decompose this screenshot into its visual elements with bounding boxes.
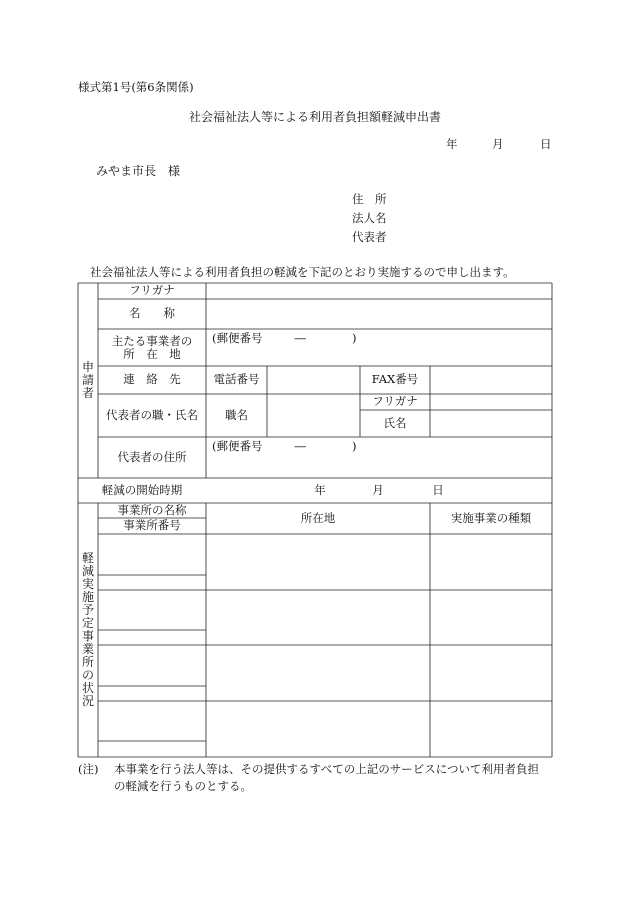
name-label: 名 称	[129, 306, 175, 321]
start-year-label: 年	[314, 482, 326, 497]
postal-close: )	[352, 331, 357, 346]
facility-group-char-3: 実	[81, 577, 94, 592]
job-title-label: 職名	[225, 407, 248, 422]
note-line-1: 本事業を行う法人等は、その提供するすべての上記のサービスについて利用者負担	[114, 762, 540, 776]
facility-group-char-6: 定	[81, 616, 94, 631]
applicant-group-label	[78, 283, 98, 478]
applicant-group-char-1: 申	[81, 360, 94, 375]
facility-group-char-9: 所	[81, 654, 94, 669]
main-office-postal	[212, 332, 357, 346]
postal-open-label: (郵便番号	[212, 439, 263, 454]
date-month-label: 月	[492, 137, 504, 151]
main-office-label-line1: 主たる事業者の	[111, 334, 193, 349]
facility-group-char-1: 軽	[81, 551, 94, 566]
fax-label: FAX番号	[371, 372, 419, 387]
facility-group-char-2: 減	[81, 564, 94, 579]
phone-label: 電話番号	[213, 372, 260, 387]
facility-group-char-12: 況	[81, 693, 94, 708]
furigana-label: フリガナ	[129, 283, 175, 298]
rep-furigana-label: フリガナ	[372, 394, 418, 409]
facility-group-char-8: 業	[81, 641, 94, 656]
applicant-corp-name-label: 法人名	[352, 211, 387, 225]
facility-group-char-10: の	[81, 667, 94, 682]
form-number: 様式第1号(第6条関係)	[78, 80, 194, 94]
document-title: 社会福祉法人等による利用者負担額軽減申出書	[188, 110, 441, 124]
addressee: みやま市長 様	[96, 164, 181, 178]
applicant-group-char-2: 請	[81, 373, 94, 388]
date-year-label: 年	[446, 137, 458, 151]
date-day-label: 日	[540, 137, 552, 151]
facility-group-label	[78, 503, 98, 757]
note-mark: (注)	[78, 762, 99, 776]
postal-dash: ―	[294, 439, 306, 454]
facility-group-char-5: 予	[81, 603, 94, 618]
facility-number-header: 事業所番号	[123, 518, 181, 533]
start-period-label: 軽減の開始時期	[101, 482, 183, 497]
rep-address-postal	[212, 440, 357, 454]
service-type-header: 実施事業の種類	[450, 510, 532, 525]
intro-text: 社会福祉法人等による利用者負担の軽減を下記のとおり実施するので申し出ます。	[90, 265, 515, 279]
postal-close: )	[352, 439, 357, 454]
facility-group-char-4: 施	[81, 590, 94, 605]
main-office-label	[98, 329, 206, 366]
main-office-label-line2: 所 在 地	[123, 346, 181, 361]
applicant-group-char-3: 者	[81, 385, 94, 400]
postal-open-label: (郵便番号	[212, 331, 263, 346]
applicant-representative-label: 代表者	[352, 230, 387, 244]
note-line-2: の軽減を行うものとする。	[114, 779, 252, 793]
rep-title-name-label: 代表者の職・氏名	[106, 407, 198, 422]
contact-label: 連 絡 先	[123, 372, 181, 387]
start-day-label: 日	[432, 482, 444, 497]
facility-name-header: 事業所の名称	[117, 502, 187, 517]
facility-group-char-11: 状	[81, 680, 94, 695]
start-month-label: 月	[372, 482, 384, 497]
location-header: 所在地	[300, 510, 336, 525]
applicant-address-label: 住 所	[352, 192, 387, 206]
rep-address-label: 代表者の住所	[117, 449, 187, 464]
facility-group-char-7: 事	[81, 629, 94, 643]
postal-dash: ―	[294, 331, 306, 346]
rep-name-label: 氏名	[383, 415, 407, 430]
